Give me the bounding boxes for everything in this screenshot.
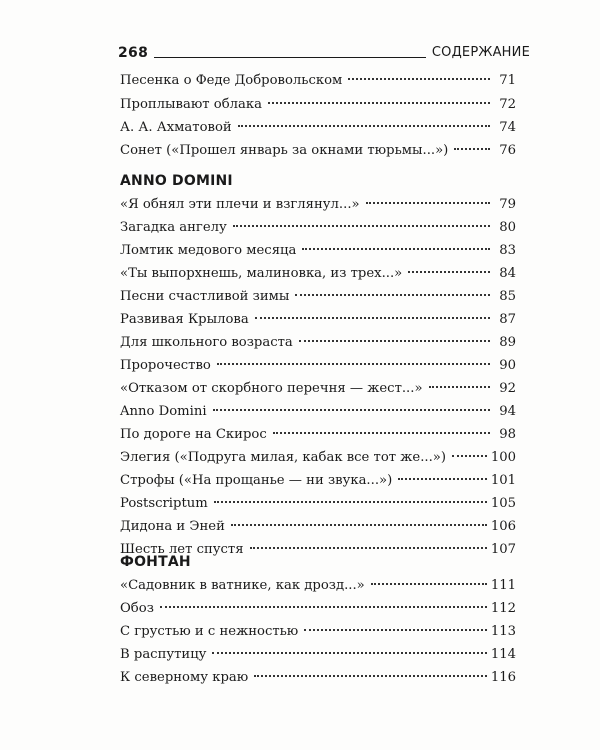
entry-page: 111 <box>490 578 516 593</box>
entry-page: 98 <box>499 427 516 442</box>
section-title-fontan: ФОНТАН <box>120 554 191 570</box>
toc-entry <box>120 449 516 469</box>
toc-entry <box>120 600 516 620</box>
toc-entry <box>120 311 516 331</box>
running-header <box>118 40 530 60</box>
entry-page: 101 <box>490 473 516 488</box>
entry-page: 83 <box>499 243 516 258</box>
entry-page: 76 <box>499 143 516 158</box>
dot-leader <box>213 409 490 411</box>
entry-title: К северному краю <box>120 670 249 685</box>
dot-leader <box>408 271 490 273</box>
dot-leader <box>348 78 490 80</box>
page-number: 268 <box>118 45 149 61</box>
dot-leader <box>233 225 490 227</box>
toc-entry <box>120 646 516 666</box>
toc-entry <box>120 119 516 139</box>
entry-page: 105 <box>490 496 516 511</box>
toc-entry <box>120 242 516 262</box>
entry-page: 113 <box>490 624 516 639</box>
entry-title: Шесть лет спустя <box>120 542 244 557</box>
entry-title: По дороге на Скирос <box>120 427 267 442</box>
dot-leader <box>295 294 490 296</box>
toc-entry <box>120 472 516 492</box>
dot-leader <box>273 432 490 434</box>
entry-page: 85 <box>499 289 516 304</box>
section-title-anno-domini: ANNO DOMINI <box>120 173 233 189</box>
header-title: СОДЕРЖАНИЕ <box>431 45 530 60</box>
dot-leader <box>302 248 490 250</box>
entry-page: 116 <box>490 670 516 685</box>
toc-entry <box>120 495 516 515</box>
dot-leader <box>214 501 487 503</box>
dot-leader <box>452 455 487 457</box>
entry-page: 72 <box>499 97 516 112</box>
toc-entry <box>120 669 516 689</box>
entry-page: 89 <box>499 335 516 350</box>
dot-leader <box>212 652 486 654</box>
dot-leader <box>255 317 490 319</box>
entry-title: «Отказом от скорбного перечня — жест...» <box>120 381 423 396</box>
dot-leader <box>238 125 490 127</box>
entry-title: Обоз <box>120 601 154 616</box>
dot-leader <box>268 102 490 104</box>
toc-entry <box>120 623 516 643</box>
entry-title: Для школьного возраста <box>120 335 293 350</box>
toc-entry <box>120 403 516 423</box>
dot-leader <box>454 148 490 150</box>
toc-entry <box>120 288 516 308</box>
toc-entry <box>120 334 516 354</box>
dot-leader <box>398 478 487 480</box>
dot-leader <box>299 340 490 342</box>
toc-entry <box>120 265 516 285</box>
entry-title: С грустью и с нежностью <box>120 624 299 639</box>
toc-entry <box>120 96 516 116</box>
entry-page: 79 <box>499 197 516 212</box>
entry-title: Песенка о Феде Добровольском <box>120 73 343 88</box>
entry-page: 71 <box>499 73 516 88</box>
toc-entry <box>120 518 516 538</box>
entry-title: Элегия («Подруга милая, кабак все тот же...») <box>120 450 447 465</box>
dot-leader <box>429 386 490 388</box>
entry-page: 112 <box>490 601 516 616</box>
entry-title: Песни счастливой зимы <box>120 289 290 304</box>
entry-title: В распутицу <box>120 647 207 662</box>
toc-entry <box>120 196 516 216</box>
toc-entry <box>120 380 516 400</box>
entry-page: 94 <box>499 404 516 419</box>
dot-leader <box>250 547 487 549</box>
entry-title: Развивая Крылова <box>120 312 249 327</box>
entry-title: Дидона и Эней <box>120 519 225 534</box>
dot-leader <box>366 202 490 204</box>
entry-page: 80 <box>499 220 516 235</box>
dot-leader <box>231 524 487 526</box>
dot-leader <box>304 629 487 631</box>
entry-title: Загадка ангелу <box>120 220 227 235</box>
entry-page: 92 <box>499 381 516 396</box>
entry-title: Postscriptum <box>120 496 208 511</box>
toc-entry <box>120 142 516 162</box>
entry-page: 74 <box>499 120 516 135</box>
entry-page: 114 <box>490 647 516 662</box>
dot-leader <box>254 675 487 677</box>
entry-title: «Ты выпорхнешь, малиновка, из трех...» <box>120 266 403 281</box>
toc-entry <box>120 426 516 446</box>
dot-leader <box>217 363 490 365</box>
toc-entry <box>120 357 516 377</box>
header-rule <box>154 57 426 58</box>
entry-page: 87 <box>499 312 516 327</box>
entry-title: Anno Domini <box>120 404 207 419</box>
entry-title: Ломтик медового месяца <box>120 243 297 258</box>
entry-title: Строфы («На прощанье — ни звука...») <box>120 473 393 488</box>
entry-title: Сонет («Прошел январь за окнами тюрьмы...») <box>120 143 449 158</box>
dot-leader <box>371 583 487 585</box>
entry-page: 100 <box>490 450 516 465</box>
entry-page: 107 <box>490 542 516 557</box>
toc-entry <box>120 72 516 92</box>
toc-entry <box>120 577 516 597</box>
dot-leader <box>160 606 487 608</box>
entry-page: 106 <box>490 519 516 534</box>
toc-entry <box>120 219 516 239</box>
entry-page: 84 <box>499 266 516 281</box>
entry-title: Пророчество <box>120 358 211 373</box>
entry-title: Проплывают облака <box>120 97 263 112</box>
entry-title: «Садовник в ватнике, как дрозд...» <box>120 578 365 593</box>
entry-title: «Я обнял эти плечи и взглянул...» <box>120 197 360 212</box>
entry-page: 90 <box>499 358 516 373</box>
entry-title: А. А. Ахматовой <box>120 120 232 135</box>
